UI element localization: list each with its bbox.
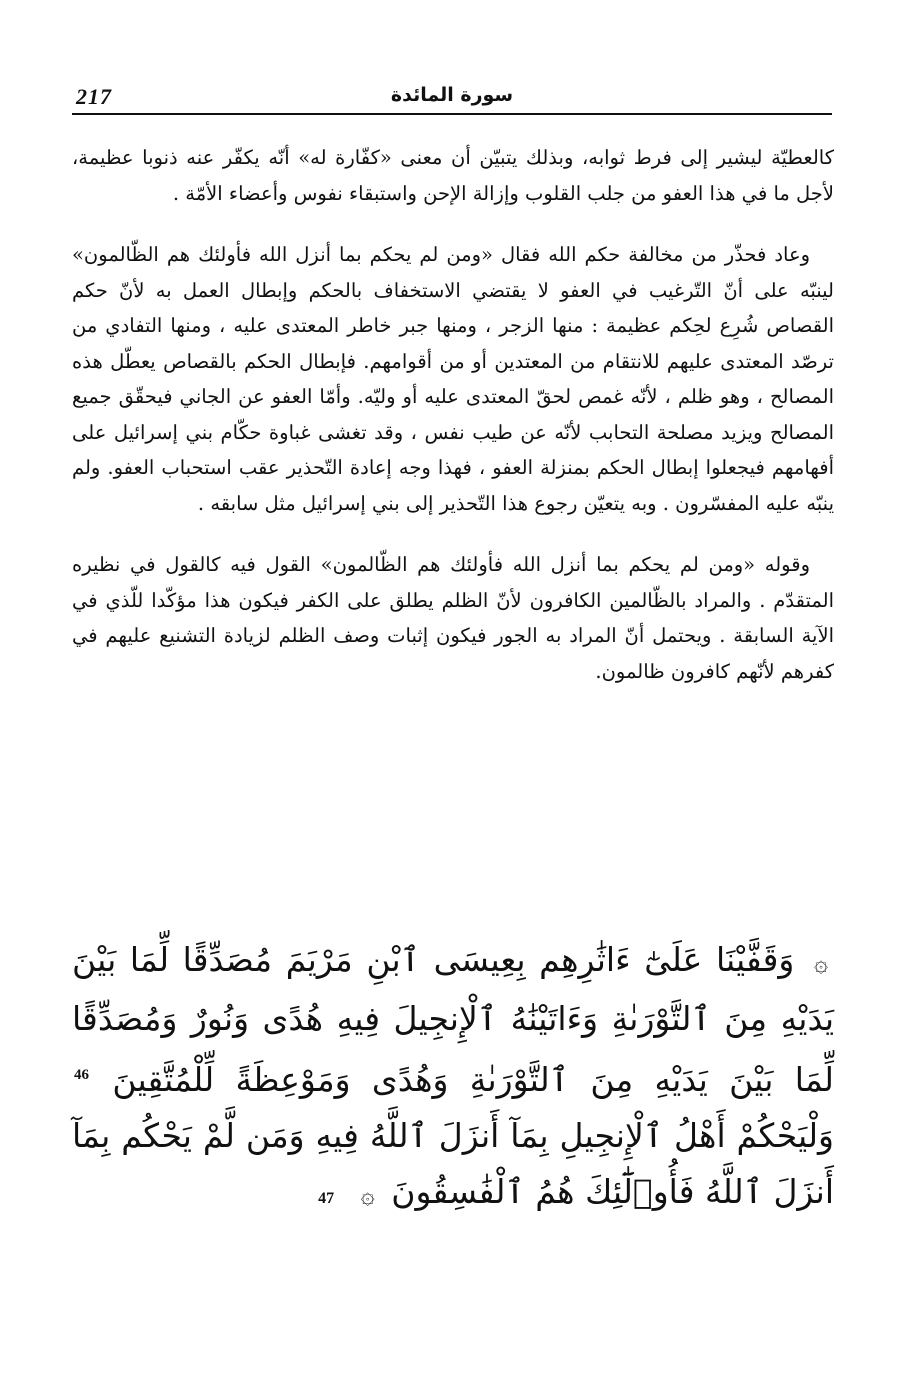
commentary-paragraph-3: وقوله «ومن لم يحكم بما أنزل الله فأولئك هم الظّالمون» القول فيه كالقول في نظيره المتقدّم . والمراد بالظّالمين الكافرون لأنّ الظلم يطلق على الكفر فيكون هذا مؤكّدا للّذي في الآية السابقة . ويحتمل أنّ المراد به الجور فيكون إثبات وصف الظلم لزيادة التشنيع عليهم في كفرهم لأنّهم كافرون ظالمون.: [72, 553, 834, 683]
header-divider: [72, 113, 832, 115]
verse-ornament-close-icon: ۞: [360, 1181, 375, 1209]
verse-47-number: 47: [318, 1190, 335, 1207]
commentary-paragraph-2: وعاد فحذّر من مخالفة حكم الله فقال «ومن لم يحكم بما أنزل الله فأولئك هم الظّالمون» لينبّه على أنّ التّرغيب في العفو لا يقتضي الاستخفاف بالحكم وإبطال العمل به لأنّ حكم القصاص شُرِع لحِكم عظيمة : منها الزجر ، ومنها جبر خاطر المعتدى عليه ، ومنها التفادي من ترصّد المعتدى عليهم للانتقام من المعتدين أو من أقوامهم. فإبطال الحكم بالقصاص يعطّل هذه المصالح ، وهو ظلم ، لأنّه غمص لحقّ المعتدى عليه أو وليّه. وأمّا العفو عن الجاني فيحقّق جميع المصالح ويزيد مصلحة التحابب لأنّه عن طيب نفس ، وقد تغشى غباوة حكّام بني إسرائيل على أفهامهم فيجعلوا إبطال الحكم بمنزلة العفو ، فهذا وجه إعادة التّحذير عقب استحباب العفو. ولم ينبّه عليه المفسّرون . وبه يتعيّن رجوع هذا التّحذير إلى بني إسرائيل مثل سابقه .: [72, 243, 834, 515]
verse-46-text: وَقَفَّيْنَا عَلَىٰٓ ءَاثَٰرِهِم بِعِيسَى ٱبْنِ مَرْيَمَ مُصَدِّقًا لِّمَا بَيْنَ يَدَيْهِ مِنَ ٱلتَّوْرَىٰةِ وَءَاتَيْنَٰهُ ٱلْإِنجِيلَ فِيهِ هُدًى وَنُورٌ وَمُصَدِّقًا لِّمَا بَيْنَ يَدَيْهِ مِنَ ٱلتَّوْرَىٰةِ وَهُدًى وَمَوْعِظَةً لِّلْمُتَّقِينَ: [72, 940, 834, 1099]
page-header: [72, 80, 832, 116]
verse-ornament-open-icon: ۞: [813, 949, 828, 977]
page-number: 217: [76, 84, 112, 109]
surah-title: سورة المائدة: [390, 84, 514, 106]
commentary-text: [72, 140, 834, 689]
quran-verses: [72, 932, 834, 1227]
verse-46-number: 46: [74, 1067, 89, 1083]
commentary-paragraph-1: كالعطيّة ليشير إلى فرط ثوابه، وبذلك يتبيّن أن معنى «كفّارة له» أنّه يكفّر عنه ذنوبا عظيمة، لأجل ما في هذا العفو من جلب القلوب وإزالة الإحن واستبقاء نفوس وأعضاء الأمّة .: [72, 146, 834, 205]
verse-47-text: وَلْيَحْكُمْ أَهْلُ ٱلْإِنجِيلِ بِمَآ أَنزَلَ ٱللَّهُ فِيهِ وَمَن لَّمْ يَحْكُم بِمَآ أَنزَلَ ٱللَّهُ فَأُو۟لَٰٓئِكَ هُمُ ٱلْفَٰسِقُونَ: [72, 1116, 834, 1211]
